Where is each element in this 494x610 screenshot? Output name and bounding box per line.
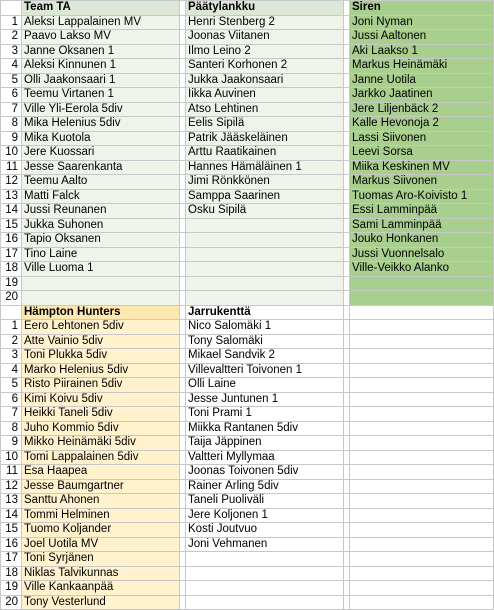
player-cell[interactable] xyxy=(186,233,344,248)
table-row xyxy=(1,44,494,59)
table-row xyxy=(1,276,494,291)
player-cell[interactable]: Samppa Saarinen xyxy=(186,189,344,204)
player-cell[interactable] xyxy=(350,450,494,465)
table-row xyxy=(1,566,494,581)
table-row xyxy=(1,247,494,262)
table-row xyxy=(1,218,494,233)
row-number-cell[interactable]: 7 xyxy=(1,102,22,117)
player-cell[interactable] xyxy=(350,523,494,538)
row-number-cell[interactable]: 8 xyxy=(1,421,22,436)
table-row xyxy=(1,378,494,393)
table-row xyxy=(1,320,494,335)
player-cell[interactable]: Atte Vainio 5div xyxy=(22,334,180,349)
player-cell[interactable]: Tuomas Aro-Koivisto 1 xyxy=(350,189,494,204)
player-cell[interactable]: Heikki Taneli 5div xyxy=(22,407,180,422)
table-row xyxy=(1,204,494,219)
player-cell[interactable]: Aleksi Lappalainen MV xyxy=(22,15,180,30)
bottom_groups-header-row xyxy=(1,305,494,320)
player-cell[interactable]: Jere Kuossari xyxy=(22,146,180,161)
player-cell[interactable]: Jussi Aaltonen xyxy=(350,30,494,45)
row-number-cell[interactable]: 11 xyxy=(1,160,22,175)
row-number-cell[interactable]: 9 xyxy=(1,131,22,146)
player-cell[interactable]: Jarkko Jaatinen xyxy=(350,88,494,103)
table-row xyxy=(1,595,494,610)
row-number-cell[interactable]: 17 xyxy=(1,247,22,262)
row-number-cell[interactable]: 2 xyxy=(1,30,22,45)
player-cell[interactable]: Toni Prami 1 xyxy=(186,407,344,422)
player-cell[interactable]: Mika Kuotola xyxy=(22,131,180,146)
table-row xyxy=(1,494,494,509)
player-cell[interactable]: Tony Vesterlund xyxy=(22,595,180,610)
player-cell[interactable]: Joni Nyman xyxy=(350,15,494,30)
player-cell[interactable] xyxy=(350,392,494,407)
player-cell[interactable]: Ville-Veikko Alanko xyxy=(350,262,494,277)
table-row xyxy=(1,436,494,451)
player-cell[interactable] xyxy=(22,276,180,291)
row-number-cell[interactable]: 14 xyxy=(1,508,22,523)
player-cell[interactable]: Jesse Juntunen 1 xyxy=(186,392,344,407)
table-row xyxy=(1,363,494,378)
player-cell[interactable]: Jukka Suhonen xyxy=(22,218,180,233)
row-number-cell[interactable]: 3 xyxy=(1,349,22,364)
row-number-cell[interactable] xyxy=(1,305,22,320)
table-row xyxy=(1,88,494,103)
player-cell[interactable]: Henri Stenberg 2 xyxy=(186,15,344,30)
top_groups-header-row xyxy=(1,1,494,16)
player-cell[interactable]: Atso Lehtinen xyxy=(186,102,344,117)
player-cell[interactable] xyxy=(350,479,494,494)
row-number-cell[interactable]: 5 xyxy=(1,73,22,88)
table-row xyxy=(1,392,494,407)
player-cell[interactable]: Aki Laakso 1 xyxy=(350,44,494,59)
player-cell[interactable] xyxy=(186,552,344,567)
player-cell[interactable] xyxy=(350,537,494,552)
table-row xyxy=(1,146,494,161)
player-cell[interactable]: Janne Oksanen 1 xyxy=(22,44,180,59)
player-cell[interactable]: Santtu Ahonen xyxy=(22,494,180,509)
player-cell[interactable]: Osku Sipilä xyxy=(186,204,344,219)
player-cell[interactable]: Arttu Raatikainen xyxy=(186,146,344,161)
player-cell[interactable]: Juho Kommio 5div xyxy=(22,421,180,436)
player-cell[interactable] xyxy=(350,291,494,306)
row-number-cell[interactable]: 15 xyxy=(1,218,22,233)
table-row xyxy=(1,160,494,175)
player-cell[interactable]: Joni Vehmanen xyxy=(186,537,344,552)
table-row xyxy=(1,117,494,132)
table-row xyxy=(1,465,494,480)
table-row xyxy=(1,552,494,567)
player-cell[interactable]: Jesse Saarenkanta xyxy=(22,160,180,175)
player-cell[interactable]: Matti Falck xyxy=(22,189,180,204)
player-cell[interactable] xyxy=(186,262,344,277)
player-cell[interactable]: Jesse Baumgartner xyxy=(22,479,180,494)
row-number-cell[interactable]: 19 xyxy=(1,581,22,596)
team-title-cell[interactable]: Siren xyxy=(350,1,494,16)
player-cell[interactable] xyxy=(350,581,494,596)
table-row xyxy=(1,349,494,364)
row-number-cell[interactable]: 17 xyxy=(1,552,22,567)
player-cell[interactable]: Santeri Korhonen 2 xyxy=(186,59,344,74)
row-number-cell[interactable] xyxy=(1,1,22,16)
player-cell[interactable]: Janne Uotila xyxy=(350,73,494,88)
row-number-cell[interactable]: 6 xyxy=(1,392,22,407)
player-cell[interactable] xyxy=(350,363,494,378)
table-row xyxy=(1,291,494,306)
player-cell[interactable]: Paavo Lakso MV xyxy=(22,30,180,45)
player-cell[interactable]: Taija Jäppinen xyxy=(186,436,344,451)
player-cell[interactable]: Valtteri Myllymaa xyxy=(186,450,344,465)
player-cell[interactable] xyxy=(186,581,344,596)
table-row xyxy=(1,189,494,204)
row-number-cell[interactable]: 10 xyxy=(1,146,22,161)
table-row xyxy=(1,407,494,422)
player-cell[interactable]: Joonas Toivonen 5div xyxy=(186,465,344,480)
player-cell[interactable]: Taneli Puoliväli xyxy=(186,494,344,509)
row-number-cell[interactable]: 4 xyxy=(1,59,22,74)
player-cell[interactable]: Teemu Virtanen 1 xyxy=(22,88,180,103)
row-number-cell[interactable]: 19 xyxy=(1,276,22,291)
player-cell[interactable]: Hannes Hämäläinen 1 xyxy=(186,160,344,175)
row-number-cell[interactable]: 16 xyxy=(1,233,22,248)
table-row xyxy=(1,508,494,523)
player-cell[interactable]: Jere Liljenbäck 2 xyxy=(350,102,494,117)
player-cell[interactable] xyxy=(186,566,344,581)
player-cell[interactable]: Niklas Talvikunnas xyxy=(22,566,180,581)
player-cell[interactable] xyxy=(350,334,494,349)
row-number-cell[interactable]: 13 xyxy=(1,494,22,509)
table-row xyxy=(1,581,494,596)
row-number-cell[interactable]: 12 xyxy=(1,175,22,190)
row-number-cell[interactable]: 1 xyxy=(1,320,22,335)
row-number-cell[interactable]: 8 xyxy=(1,117,22,132)
player-cell[interactable]: Sami Lamminpää xyxy=(350,218,494,233)
table-row xyxy=(1,421,494,436)
player-cell[interactable] xyxy=(350,407,494,422)
row-number-cell[interactable]: 16 xyxy=(1,537,22,552)
table-row xyxy=(1,59,494,74)
row-number-cell[interactable]: 20 xyxy=(1,291,22,306)
player-cell[interactable]: Jussi Vuonnelsalo xyxy=(350,247,494,262)
player-cell[interactable] xyxy=(350,276,494,291)
player-cell[interactable]: Essi Lamminpää xyxy=(350,204,494,219)
team-title-cell[interactable]: Jarrukenttä xyxy=(186,305,344,320)
row-number-cell[interactable]: 20 xyxy=(1,595,22,610)
player-cell[interactable]: Marko Helenius 5div xyxy=(22,363,180,378)
table-row xyxy=(1,450,494,465)
player-cell[interactable]: Tony Salomäki xyxy=(186,334,344,349)
table-row xyxy=(1,334,494,349)
row-number-cell[interactable]: 7 xyxy=(1,407,22,422)
row-number-cell[interactable]: 9 xyxy=(1,436,22,451)
player-cell[interactable]: Mikael Sandvik 2 xyxy=(186,349,344,364)
row-number-cell[interactable]: 3 xyxy=(1,44,22,59)
player-cell[interactable] xyxy=(350,378,494,393)
player-cell[interactable] xyxy=(22,291,180,306)
player-cell[interactable] xyxy=(186,595,344,610)
table-row xyxy=(1,523,494,538)
player-cell[interactable] xyxy=(186,276,344,291)
player-cell[interactable]: Jukka Jaakonsaari xyxy=(186,73,344,88)
team-title-cell[interactable]: Team TA xyxy=(22,1,180,16)
row-number-cell[interactable]: 4 xyxy=(1,363,22,378)
row-number-cell[interactable]: 15 xyxy=(1,523,22,538)
row-number-cell[interactable]: 13 xyxy=(1,189,22,204)
player-cell[interactable] xyxy=(350,349,494,364)
player-cell[interactable] xyxy=(350,494,494,509)
table-row xyxy=(1,73,494,88)
player-cell[interactable]: Iikka Auvinen xyxy=(186,88,344,103)
player-cell[interactable]: Joel Uotila MV xyxy=(22,537,180,552)
player-cell[interactable]: Tomi Lappalainen 5div xyxy=(22,450,180,465)
player-cell[interactable]: Jouko Honkanen xyxy=(350,233,494,248)
player-cell[interactable]: Eelis Sipilä xyxy=(186,117,344,132)
player-cell[interactable]: Leevi Sorsa xyxy=(350,146,494,161)
player-cell[interactable] xyxy=(186,218,344,233)
player-cell[interactable]: Eero Lehtonen 5div xyxy=(22,320,180,335)
player-cell[interactable] xyxy=(350,595,494,610)
row-number-cell[interactable]: 1 xyxy=(1,15,22,30)
player-cell[interactable] xyxy=(350,566,494,581)
row-number-cell[interactable]: 14 xyxy=(1,204,22,219)
player-cell[interactable]: Kalle Hevonoja 2 xyxy=(350,117,494,132)
player-cell[interactable]: Mikko Heinämäki 5div xyxy=(22,436,180,451)
player-cell[interactable]: Toni Syrjänen xyxy=(22,552,180,567)
player-cell[interactable]: Aleksi Kinnunen 1 xyxy=(22,59,180,74)
player-cell[interactable]: Jimi Rönkkönen xyxy=(186,175,344,190)
player-cell[interactable]: Olli Jaakonsaari 1 xyxy=(22,73,180,88)
player-cell[interactable]: Toni Plukka 5div xyxy=(22,349,180,364)
player-cell[interactable]: Mika Helenius 5div xyxy=(22,117,180,132)
row-number-cell[interactable]: 6 xyxy=(1,88,22,103)
player-cell[interactable]: Patrik Jääskeläinen xyxy=(186,131,344,146)
table-row xyxy=(1,131,494,146)
player-cell[interactable]: Jussi Reunanen xyxy=(22,204,180,219)
player-cell[interactable]: Esa Haapea xyxy=(22,465,180,480)
player-cell[interactable]: Olli Laine xyxy=(186,378,344,393)
player-cell[interactable] xyxy=(350,552,494,567)
player-cell[interactable]: Nico Salomäki 1 xyxy=(186,320,344,335)
player-cell[interactable]: Ville Kankaanpää xyxy=(22,581,180,596)
player-cell[interactable] xyxy=(350,421,494,436)
player-cell[interactable]: Markus Heinämäki xyxy=(350,59,494,74)
player-cell[interactable]: Tuomo Koljander xyxy=(22,523,180,538)
player-cell[interactable]: Risto Piirainen 5div xyxy=(22,378,180,393)
player-cell[interactable] xyxy=(350,436,494,451)
player-cell[interactable]: Teemu Aalto xyxy=(22,175,180,190)
player-cell[interactable]: Lassi Siivonen xyxy=(350,131,494,146)
player-cell[interactable]: Kimi Koivu 5div xyxy=(22,392,180,407)
table-row xyxy=(1,262,494,277)
table-row xyxy=(1,175,494,190)
player-cell[interactable]: Miika Keskinen MV xyxy=(350,160,494,175)
team-title-cell[interactable]: Hämpton Hunters xyxy=(22,305,180,320)
row-number-cell[interactable]: 5 xyxy=(1,378,22,393)
team-title-cell[interactable]: Päätylankku xyxy=(186,1,344,16)
player-cell[interactable]: Kosti Joutvuo xyxy=(186,523,344,538)
table-row xyxy=(1,102,494,117)
row-number-cell[interactable]: 18 xyxy=(1,262,22,277)
player-cell[interactable] xyxy=(350,508,494,523)
player-cell[interactable]: Villevaltteri Toivonen 1 xyxy=(186,363,344,378)
player-cell[interactable]: Markus Siivonen xyxy=(350,175,494,190)
player-cell[interactable] xyxy=(350,465,494,480)
player-cell[interactable]: Tommi Helminen xyxy=(22,508,180,523)
row-number-cell[interactable]: 10 xyxy=(1,450,22,465)
player-cell[interactable] xyxy=(350,320,494,335)
table-row xyxy=(1,30,494,45)
table-row xyxy=(1,479,494,494)
player-cell[interactable]: Tino Laine xyxy=(22,247,180,262)
player-cell[interactable] xyxy=(186,291,344,306)
player-cell[interactable] xyxy=(186,247,344,262)
team-title-cell[interactable] xyxy=(350,305,494,320)
player-cell[interactable]: Jere Koljonen 1 xyxy=(186,508,344,523)
table-row xyxy=(1,15,494,30)
row-number-cell[interactable]: 12 xyxy=(1,479,22,494)
player-cell[interactable]: Ville Yli-Eerola 5div xyxy=(22,102,180,117)
player-cell[interactable]: Ilmo Leino 2 xyxy=(186,44,344,59)
player-cell[interactable]: Joonas Viitanen xyxy=(186,30,344,45)
table-row xyxy=(1,537,494,552)
row-number-cell[interactable]: 11 xyxy=(1,465,22,480)
player-cell[interactable]: Miikka Rantanen 5div xyxy=(186,421,344,436)
player-cell[interactable]: Rainer Ärling 5div xyxy=(186,479,344,494)
player-cell[interactable]: Tapio Oksanen xyxy=(22,233,180,248)
row-number-cell[interactable]: 18 xyxy=(1,566,22,581)
table-row xyxy=(1,233,494,248)
player-cell[interactable]: Ville Luoma 1 xyxy=(22,262,180,277)
row-number-cell[interactable]: 2 xyxy=(1,334,22,349)
